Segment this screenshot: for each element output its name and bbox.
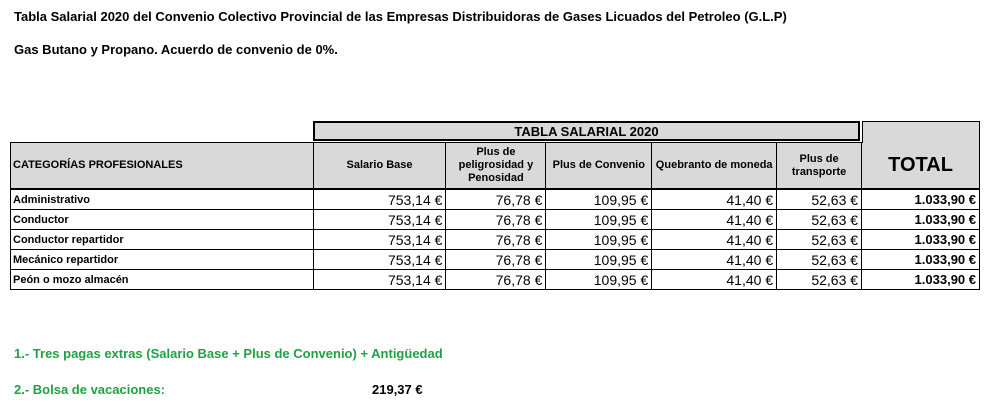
table-row (11, 250, 980, 270)
table-row (11, 189, 980, 210)
header-row (11, 143, 980, 190)
row-category: Administrativo (11, 189, 314, 210)
salary-table (10, 121, 980, 295)
total-header-cap (862, 121, 980, 143)
note-vacaciones-label: 2.- Bolsa de vacaciones: (14, 382, 166, 397)
header-peligrosidad: Plus de peligrosidad y Penosidad (446, 143, 546, 190)
header-convenio: Plus de Convenio (546, 143, 652, 190)
document-subtitle: Gas Butano y Propano. Acuerdo de convenio de 0%. (14, 42, 338, 57)
cell-convenio: 109,95 € (546, 250, 652, 270)
cell-quebranto: 41,40 € (652, 270, 777, 290)
header-quebranto: Quebranto de moneda (652, 143, 777, 190)
table-row (11, 210, 980, 230)
cell-salario-base: 753,14 € (313, 189, 446, 210)
cell-quebranto: 41,40 € (652, 189, 777, 210)
cell-peligrosidad: 76,78 € (446, 250, 546, 270)
cell-transporte: 52,63 € (777, 230, 862, 250)
cell-quebranto: 41,40 € (652, 250, 777, 270)
cell-transporte: 52,63 € (777, 250, 862, 270)
cell-total: 1.033,90 € (862, 230, 980, 250)
row-category: Conductor (11, 210, 314, 230)
cell-total: 1.033,90 € (862, 210, 980, 230)
cell-transporte: 52,63 € (777, 189, 862, 210)
cell-convenio: 109,95 € (546, 230, 652, 250)
row-category: Peón o mozo almacén (11, 270, 314, 290)
cell-quebranto: 41,40 € (652, 210, 777, 230)
header-category: CATEGORÍAS PROFESIONALES (11, 143, 314, 190)
salary-grid (10, 142, 980, 290)
row-category: Mecánico repartidor (11, 250, 314, 270)
cell-quebranto: 41,40 € (652, 230, 777, 250)
header-transporte: Plus de transporte (777, 143, 862, 190)
table-row (11, 230, 980, 250)
cell-convenio: 109,95 € (546, 210, 652, 230)
table-row (11, 270, 980, 290)
cell-total: 1.033,90 € (862, 270, 980, 290)
cell-peligrosidad: 76,78 € (446, 270, 546, 290)
note-extras: 1.- Tres pagas extras (Salario Base + Plus de Convenio) + Antigüedad (14, 346, 443, 361)
cell-total: 1.033,90 € (862, 250, 980, 270)
cell-peligrosidad: 76,78 € (446, 230, 546, 250)
cell-convenio: 109,95 € (546, 270, 652, 290)
cell-transporte: 52,63 € (777, 270, 862, 290)
cell-salario-base: 753,14 € (313, 270, 446, 290)
cell-peligrosidad: 76,78 € (446, 189, 546, 210)
document-title: Tabla Salarial 2020 del Convenio Colectivo Provincial de las Empresas Distribuidoras de Gases Licuados del Petroleo (G.L.P) (14, 9, 787, 24)
cell-salario-base: 753,14 € (313, 230, 446, 250)
row-category: Conductor repartidor (11, 230, 314, 250)
header-total: TOTAL (862, 143, 980, 190)
cell-total: 1.033,90 € (862, 189, 980, 210)
cell-convenio: 109,95 € (546, 189, 652, 210)
cell-salario-base: 753,14 € (313, 250, 446, 270)
cell-salario-base: 753,14 € (313, 210, 446, 230)
note-vacaciones-amount: 219,37 € (372, 382, 423, 397)
table-banner: TABLA SALARIAL 2020 (313, 121, 860, 141)
header-salario-base: Salario Base (313, 143, 446, 190)
cell-peligrosidad: 76,78 € (446, 210, 546, 230)
cell-transporte: 52,63 € (777, 210, 862, 230)
